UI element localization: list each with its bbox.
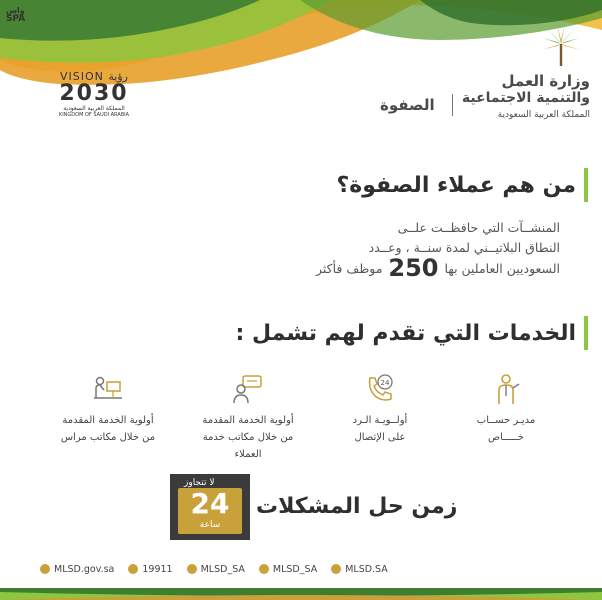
vision-line3: المملكة العربية السعودية [63,105,125,112]
service-call-priority [320,372,440,446]
footer-instagram[interactable]: MLSD_SA [259,564,317,575]
badge-number: 24 [190,487,230,520]
phone-24-icon [363,372,397,406]
service-label-line2: من خلال مكاتب مراس [60,432,156,443]
heading-accent-bar [584,316,588,350]
palm-logo-icon [536,22,586,70]
heading-text: من هم عملاء الصفوة؟ [336,172,576,198]
svg-text:24: 24 [380,379,390,387]
service-label-line1: مديـر حســاب [476,415,536,426]
service-label-line1: أولــويـة الـرد [352,415,408,426]
resolution-time-label: زمن حل المشكلات [256,494,458,519]
description-line2: النطاق البلاتيــني لمدة سنــة ، وعــدد [368,240,560,255]
footer-contacts [40,560,580,578]
brand-title: الصفوة [380,96,435,114]
instagram-icon [259,564,269,574]
description-line1: المنشــآت التي حافظــت علــى [397,220,560,235]
clients-description [300,218,560,282]
service-label-line1: أولوية الخدمة المقدمة [62,415,154,426]
ministry-name-line2: والتنمية الاجتماعية [461,90,590,106]
twitter-icon [187,564,197,574]
header-divider [452,94,453,116]
phone-icon [128,564,138,574]
footer-phone[interactable]: 19911 [128,564,172,575]
vision-line4: KINGDOM OF SAUDI ARABIA [58,112,130,118]
vision-line2: 2030 [59,81,129,106]
account-manager-icon [489,372,523,406]
description-line3: السعوديين العاملين بها 250 موظف فأكثر [316,254,560,282]
heading-text: الخدمات التي تقدم لهم تشمل : [235,320,576,346]
service-label-line2: خـــــاص [488,432,524,443]
service-correspondent-offices [48,372,168,446]
service-label-line3: العملاء [234,449,262,460]
service-label-line2: على الإتصال [354,432,406,443]
heading-accent-bar [584,168,588,202]
employee-count: 250 [388,254,439,282]
who-are-clients-heading [337,168,589,202]
customer-service-icon [231,372,265,406]
spa-logo: واس SPA [6,6,26,24]
service-account-manager [446,372,566,446]
service-label-line2: من خلال مكاتب خدمة [202,432,294,443]
web-icon [40,564,50,574]
ministry-name-line1: وزارة العمل [501,72,590,90]
snapchat-icon [331,564,341,574]
footer-band [0,588,602,600]
service-label-line1: أولوية الخدمة المقدمة [202,415,294,426]
resolution-time-badge [170,474,250,540]
footer-twitter[interactable]: MLSD_SA [187,564,245,575]
footer-snapchat[interactable]: MLSD.SA [331,564,388,575]
badge-prefix: لا تتجاوز [184,478,215,488]
badge-unit: ساعة [199,520,221,530]
ministry-country: المملكة العربية السعودية [497,110,590,120]
services-heading [236,316,588,350]
office-desk-icon [91,372,125,406]
footer-website[interactable]: MLSD.gov.sa [40,564,114,575]
service-customer-offices [188,372,308,463]
vision-line1: VISION رؤية [60,70,128,83]
vision-2030-logo [54,70,134,118]
